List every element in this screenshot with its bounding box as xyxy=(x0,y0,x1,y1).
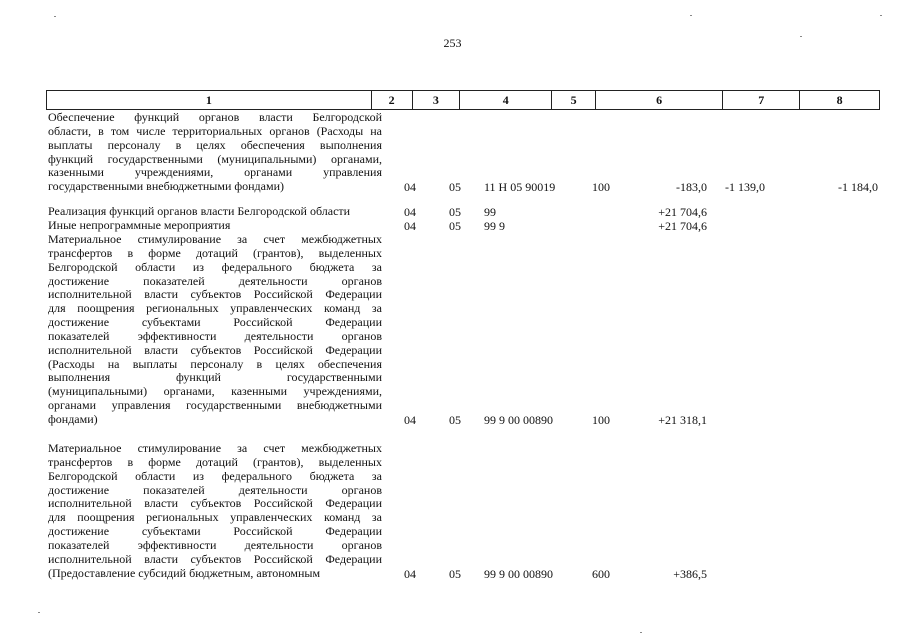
header-col-8: 8 xyxy=(836,93,843,107)
header-col-6: 6 xyxy=(596,91,723,109)
description-line: Иные непрограммные мероприятия xyxy=(48,219,231,232)
amount-col-6: +21 704,6 xyxy=(658,219,707,233)
subsection-code: 05 xyxy=(449,219,461,233)
description-line: трансфертов в форме дотаций (грантов), выделенных xyxy=(48,246,382,260)
description-line: Материальное стимулирование за счет межбюджетных xyxy=(48,442,382,455)
scan-speck xyxy=(38,612,40,613)
table-header xyxy=(46,90,880,110)
description-line: достижение показателей деятельности органов xyxy=(48,483,382,497)
section-code: 04 xyxy=(404,566,416,581)
description-line: государственными внебюджетными фондами) xyxy=(48,180,285,194)
row-description xyxy=(48,205,382,219)
description-line: исполнительной власти субъектов Российской Федерации xyxy=(48,288,382,302)
description-line: исполнительной власти субъектов Российской Федерации xyxy=(48,497,382,511)
scan-speck xyxy=(690,15,692,16)
subsection-code: 05 xyxy=(449,413,461,428)
description-line: для поощрения региональных управленческих команд за xyxy=(48,511,382,525)
description-line: исполнительной власти субъектов Российской Федерации xyxy=(48,343,382,357)
description-line: для поощрения региональных управленческих команд за xyxy=(48,302,382,316)
header-col-3: 3 xyxy=(413,91,461,109)
description-line: (Предоставление субсидий бюджетным, автономным xyxy=(48,566,321,580)
target-article-code: 99 9 00 00890 xyxy=(484,413,553,428)
target-article-code: 99 9 xyxy=(484,219,505,233)
amount-col-6: +21 318,1 xyxy=(658,413,707,428)
target-article-code: 11 Н 05 90019 xyxy=(484,180,556,195)
target-article-code: 99 9 00 00890 xyxy=(484,566,553,581)
description-line: Реализация функций органов власти Белгородской области xyxy=(48,205,351,218)
amount-col-6: -183,0 xyxy=(676,180,707,195)
header-col-2: 2 xyxy=(372,91,413,109)
description-line: Материальное стимулирование за счет межбюджетных xyxy=(48,233,382,246)
header-col-5: 5 xyxy=(552,91,596,109)
scan-speck xyxy=(54,16,56,17)
row-description xyxy=(48,219,382,233)
description-line: области, в том числе территориальных органов (Расходы на xyxy=(48,124,382,138)
description-line: достижение показателей деятельности органов xyxy=(48,274,382,288)
description-line: фондами) xyxy=(48,412,98,426)
description-line: функций государственными (муниципальными) органами, xyxy=(48,152,382,166)
section-code: 04 xyxy=(404,219,416,233)
row-description xyxy=(48,111,382,194)
section-code: 04 xyxy=(404,413,416,428)
scan-speck xyxy=(880,15,882,16)
expense-type-code: 100 xyxy=(592,413,610,428)
amount-col-8: -1 184,0 xyxy=(838,180,878,195)
amount-col-6: +386,5 xyxy=(673,566,707,581)
amount-col-6: +21 704,6 xyxy=(658,205,707,219)
description-line: Белгородской области из федерального бюджета за xyxy=(48,260,382,274)
description-line: Обеспечение функций органов власти Белгородской xyxy=(48,111,382,124)
description-line: (Расходы на выплаты персоналу в целях обеспечения xyxy=(48,357,382,371)
description-line: органами управления государственными внебюджетными xyxy=(48,399,382,413)
description-line: исполнительной власти субъектов Российской Федерации xyxy=(48,552,382,566)
row-description xyxy=(48,233,382,427)
description-line: выплаты персоналу в целях обеспечения выполнения xyxy=(48,138,382,152)
description-line: показателей эффективности деятельности органов xyxy=(48,538,382,552)
description-line: достижение субъектами Российской Федерации xyxy=(48,525,382,539)
page-number: 253 xyxy=(443,36,462,50)
description-line: казенными учреждениями, органами управления xyxy=(48,166,382,180)
description-line: трансфертов в форме дотаций (грантов), выделенных xyxy=(48,455,382,469)
subsection-code: 05 xyxy=(449,180,461,195)
description-line: показателей эффективности деятельности органов xyxy=(48,329,382,343)
row-description xyxy=(48,442,382,580)
description-line: Белгородской области из федерального бюджета за xyxy=(48,469,382,483)
header-col-1: 1 xyxy=(47,91,372,109)
expense-type-code: 100 xyxy=(592,180,610,195)
description-line: достижение субъектами Российской Федерации xyxy=(48,316,382,330)
scan-speck xyxy=(640,632,642,633)
scan-speck xyxy=(800,36,802,37)
subsection-code: 05 xyxy=(449,566,461,581)
amount-col-7: -1 139,0 xyxy=(725,180,765,195)
section-code: 04 xyxy=(404,180,416,195)
target-article-code: 99 xyxy=(484,205,496,219)
header-col-7: 7 xyxy=(723,91,800,109)
expense-type-code: 600 xyxy=(592,566,610,581)
description-line: выполнения функций государственными xyxy=(48,371,382,385)
section-code: 04 xyxy=(404,205,416,219)
header-col-4: 4 xyxy=(460,91,552,109)
description-line: (муниципальными) органами, казенными учреждениями, xyxy=(48,385,382,399)
subsection-code: 05 xyxy=(449,205,461,219)
